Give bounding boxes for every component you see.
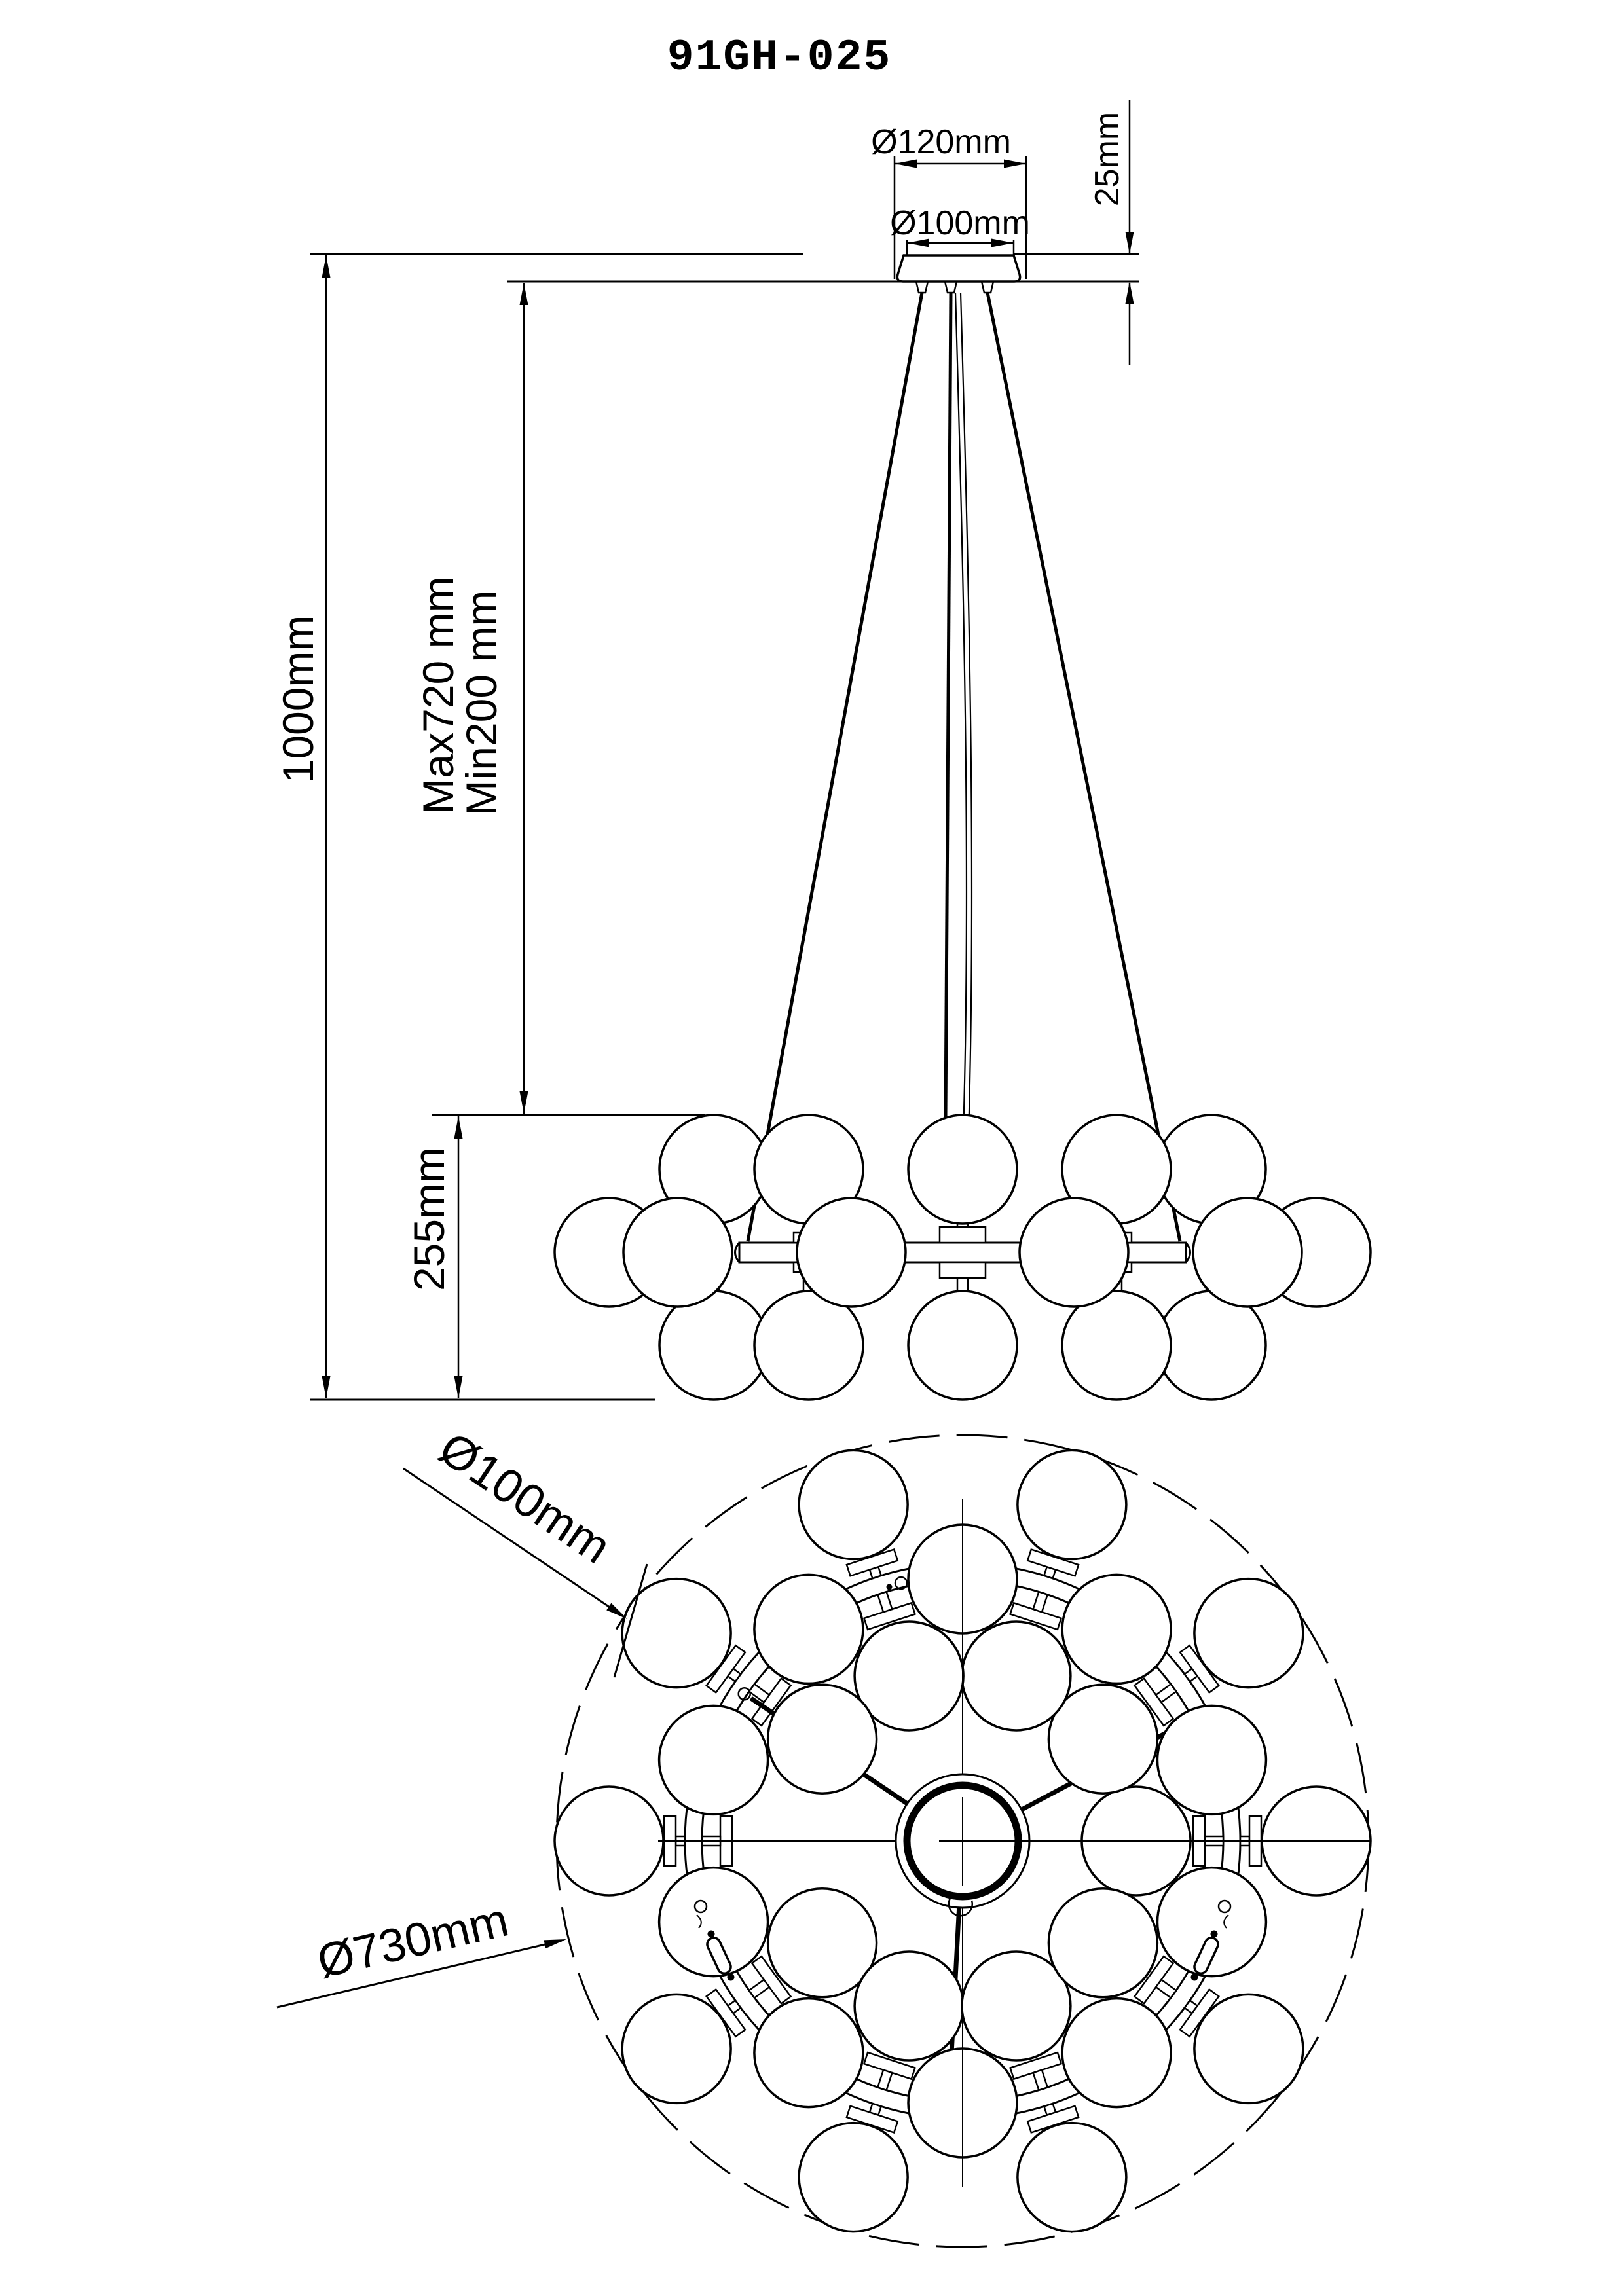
dim-suspension-min-label: Min200 mm bbox=[457, 590, 506, 816]
dim-canopy-inner-diameter-label: Ø100mm bbox=[890, 204, 1030, 242]
dim-overall-height-label: 1000mm bbox=[274, 615, 322, 784]
dim-body-height-label: 255mm bbox=[405, 1146, 453, 1292]
dim-canopy-height-label: 25mm bbox=[1088, 111, 1126, 207]
suspension-cables bbox=[748, 293, 1180, 1241]
dim-globe-diameter-label: Ø100mm bbox=[430, 1422, 620, 1575]
dim-overall-diameter-label: Ø730mm bbox=[312, 1893, 513, 1988]
dim-suspension-max-label: Max720 mm bbox=[414, 576, 462, 814]
side-view-fixture-body bbox=[555, 1115, 1371, 1400]
model-number: 91GH-025 bbox=[667, 33, 892, 83]
dim-canopy-diameter-label: Ø120mm bbox=[871, 123, 1011, 161]
ceiling-and-canopy bbox=[897, 255, 1020, 293]
